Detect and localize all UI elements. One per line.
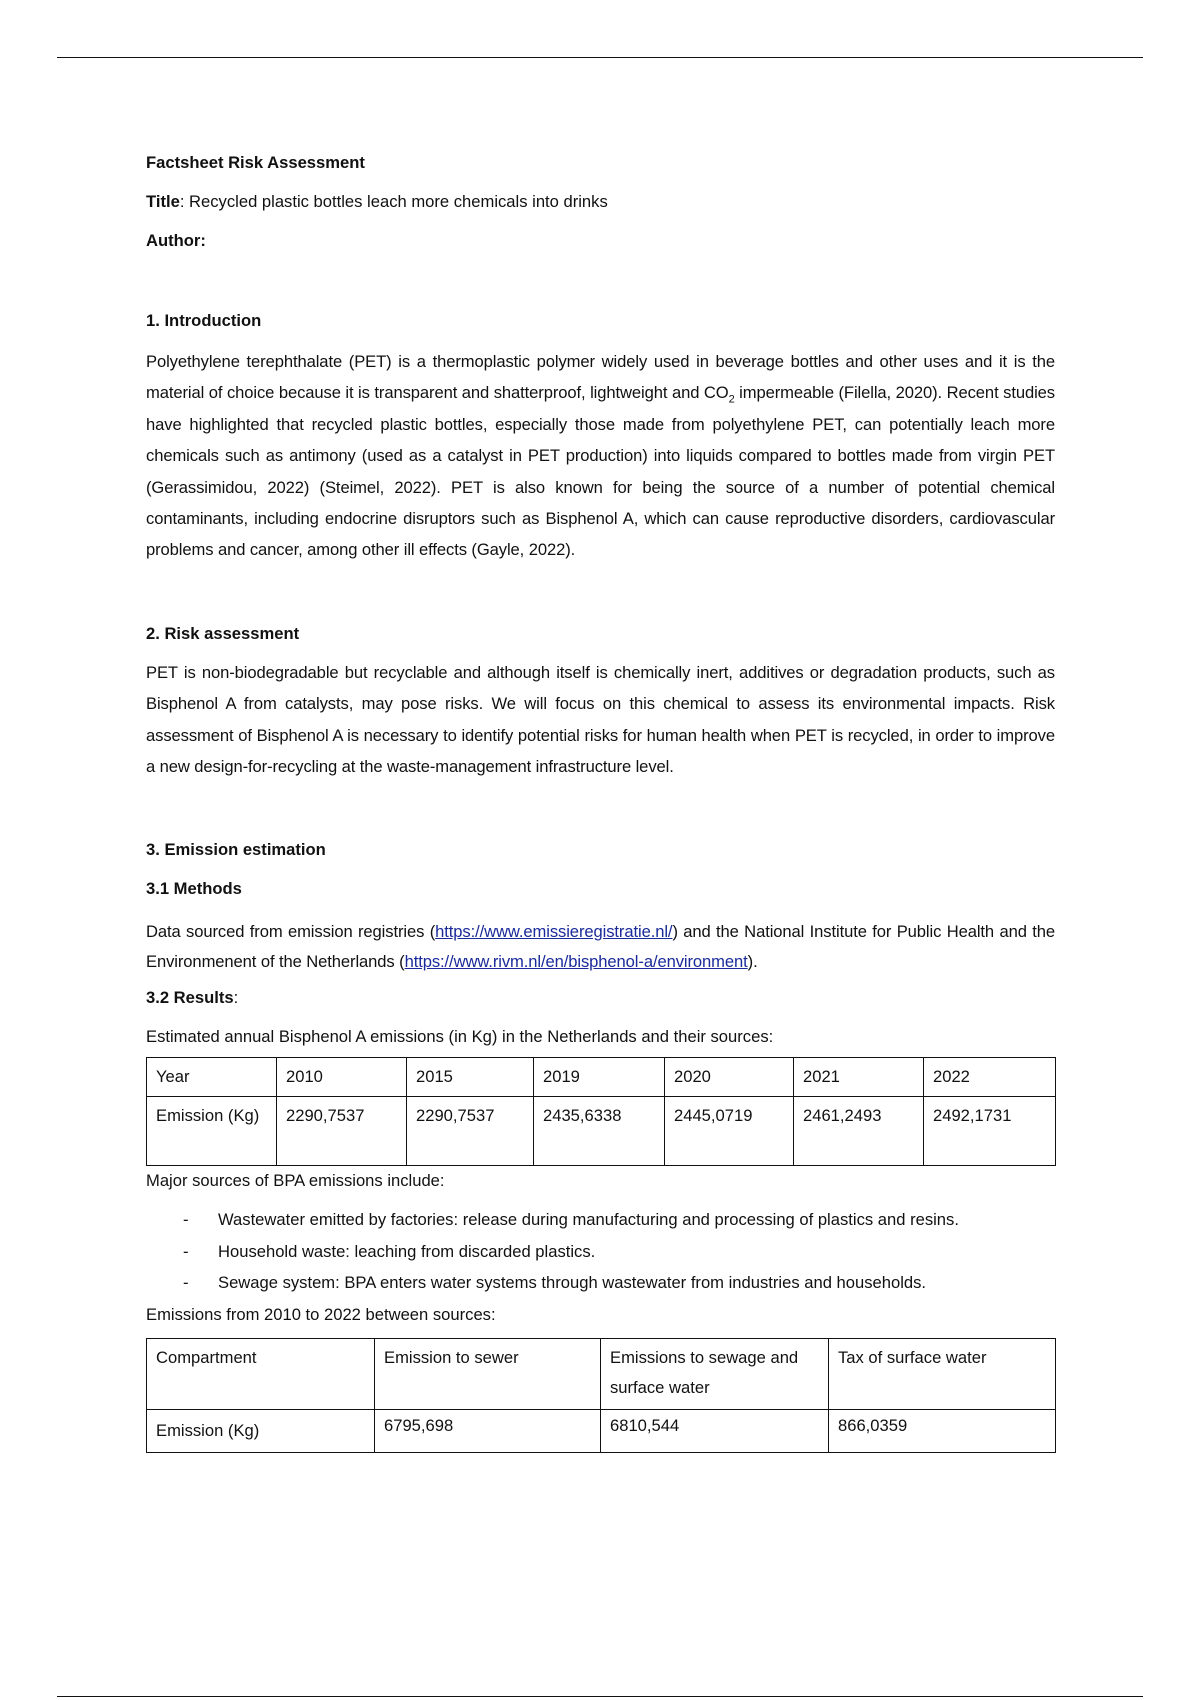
emission-value-cell: 2290,7537 <box>407 1097 534 1166</box>
year-cell: 2022 <box>924 1058 1056 1097</box>
methods-text-3: ). <box>747 952 758 972</box>
results-heading-label: 3.2 Results <box>146 988 234 1008</box>
results-heading-colon: : <box>233 988 239 1008</box>
emission-value-cell: 2290,7537 <box>277 1097 407 1166</box>
compartment-row-label-cell: Emission (Kg) <box>147 1409 375 1452</box>
compartment-value-cell: 6795,698 <box>375 1409 601 1452</box>
emission-value-cell: 2445,0719 <box>665 1097 794 1166</box>
source-text: Household waste: leaching from discarded plastics. <box>218 1241 596 1261</box>
compartment-column-header: Emission to sewer <box>375 1338 601 1409</box>
emission-row-label-cell: Emission (Kg) <box>147 1097 277 1166</box>
header-rule <box>57 57 1143 58</box>
section-heading-emission-estimation: 3. Emission estimation <box>146 840 326 860</box>
section-heading-risk-assessment: 2. Risk assessment <box>146 623 300 643</box>
emission-value-cell: 2461,2493 <box>794 1097 924 1166</box>
list-item <box>146 1209 1055 1231</box>
compartment-emissions-table <box>146 1338 1056 1453</box>
sources-list <box>146 1209 1055 1294</box>
methods-paragraph <box>146 917 1055 977</box>
compartment-value-cell: 866,0359 <box>829 1409 1056 1452</box>
sources-intro-text: Major sources of BPA emissions include: <box>146 1171 445 1191</box>
subsection-heading-results <box>146 987 1055 1009</box>
year-cell: 2021 <box>794 1058 924 1097</box>
risk-assessment-paragraph: PET is non-biodegradable but recyclable and although itself is chemically inert, additives or degradation products, such as Bisphenol A from catalysts, may pose risks. We will focus on this chemical to assess its environmental impacts. Risk assessment of Bisphenol A is necessary to identify potential risks for human health when PET is recycled, in order to improve a new design-for-recycling at the waste-management infrastructure level. <box>146 662 1055 777</box>
table-row <box>147 1338 1056 1409</box>
co2-subscript: 2 <box>728 393 735 406</box>
compartment-intro-text: Emissions from 2010 to 2022 between sources: <box>146 1304 496 1324</box>
methods-text-1: Data sourced from emission registries ( <box>146 922 436 942</box>
compartment-column-header: Emissions to sewage and surface water <box>601 1338 829 1409</box>
year-header-cell: Year <box>147 1058 277 1097</box>
source-text: Sewage system: BPA enters water systems through wastewater from industries and households. <box>218 1273 927 1293</box>
compartment-header-cell: Compartment <box>147 1338 375 1409</box>
document-body <box>146 152 1055 1453</box>
introduction-text-part-1: Polyethylene terephthalate (PET) is a thermoplastic polymer widely used in beverage bottles and other uses and it is the material of choice because it is transparent and shatterproof, lightweight and CO <box>146 352 1055 403</box>
section-heading-introduction: 1. Introduction <box>146 311 262 330</box>
emission-registry-link[interactable]: https://www.emissieregistratie.nl/ <box>435 922 673 942</box>
year-cell: 2019 <box>534 1058 665 1097</box>
subsection-heading-methods: 3.1 Methods <box>146 879 242 899</box>
rivm-bisphenol-link[interactable]: https://www.rivm.nl/en/bisphenol-a/environment <box>404 952 748 972</box>
list-item <box>146 1272 1055 1294</box>
emission-value-cell: 2435,6338 <box>534 1097 665 1166</box>
annual-emissions-table <box>146 1057 1056 1166</box>
emission-value-cell: 2492,1731 <box>924 1097 1056 1166</box>
table-row <box>147 1097 1056 1166</box>
title-value: Recycled plastic bottles leach more chemicals into drinks <box>184 192 608 211</box>
list-item <box>146 1241 1055 1263</box>
introduction-text-part-2: impermeable (Filella, 2020). Recent studies have highlighted that recycled plastic bottles, especially those made from polyethylene PET, can potentially leach more chemicals such as antimony (used as a catalyst in PET production) into liquids compared to bottles made from virgin PET (Gerassimidou, 2022) (Steimel, 2022). PET is also known for being the source of a number of potential chemical contaminants, including endocrine disruptors such as Bisphenol A, which can cause reproductive disorders, cardiovascular problems and cancer, among other ill effects (Gayle, 2022). <box>146 383 1055 560</box>
compartment-value-cell: 6810,544 <box>601 1409 829 1452</box>
title-label: Title <box>146 192 180 211</box>
list-dash-marker: - <box>183 1273 189 1293</box>
list-dash-marker: - <box>183 1241 189 1261</box>
footer-rule <box>57 1696 1143 1697</box>
introduction-paragraph <box>146 346 1055 566</box>
methods-text-2: ) and the National Institute for Public Health and the Environmenent of the Netherlands ( <box>146 922 1055 972</box>
table-row <box>147 1058 1056 1097</box>
year-cell: 2015 <box>407 1058 534 1097</box>
author-label: Author: <box>146 231 206 250</box>
year-cell: 2020 <box>665 1058 794 1097</box>
year-cell: 2010 <box>277 1058 407 1097</box>
results-intro-text: Estimated annual Bisphenol A emissions (in Kg) in the Netherlands and their sources: <box>146 1027 774 1047</box>
table-row <box>147 1409 1056 1452</box>
list-dash-marker: - <box>183 1210 189 1230</box>
document-heading: Factsheet Risk Assessment <box>146 153 365 172</box>
title-line <box>146 191 1055 213</box>
compartment-column-header: Tax of surface water <box>829 1338 1056 1409</box>
source-text: Wastewater emitted by factories: release during manufacturing and processing of plastics and resins. <box>218 1210 959 1230</box>
title-separator: : <box>179 192 185 211</box>
